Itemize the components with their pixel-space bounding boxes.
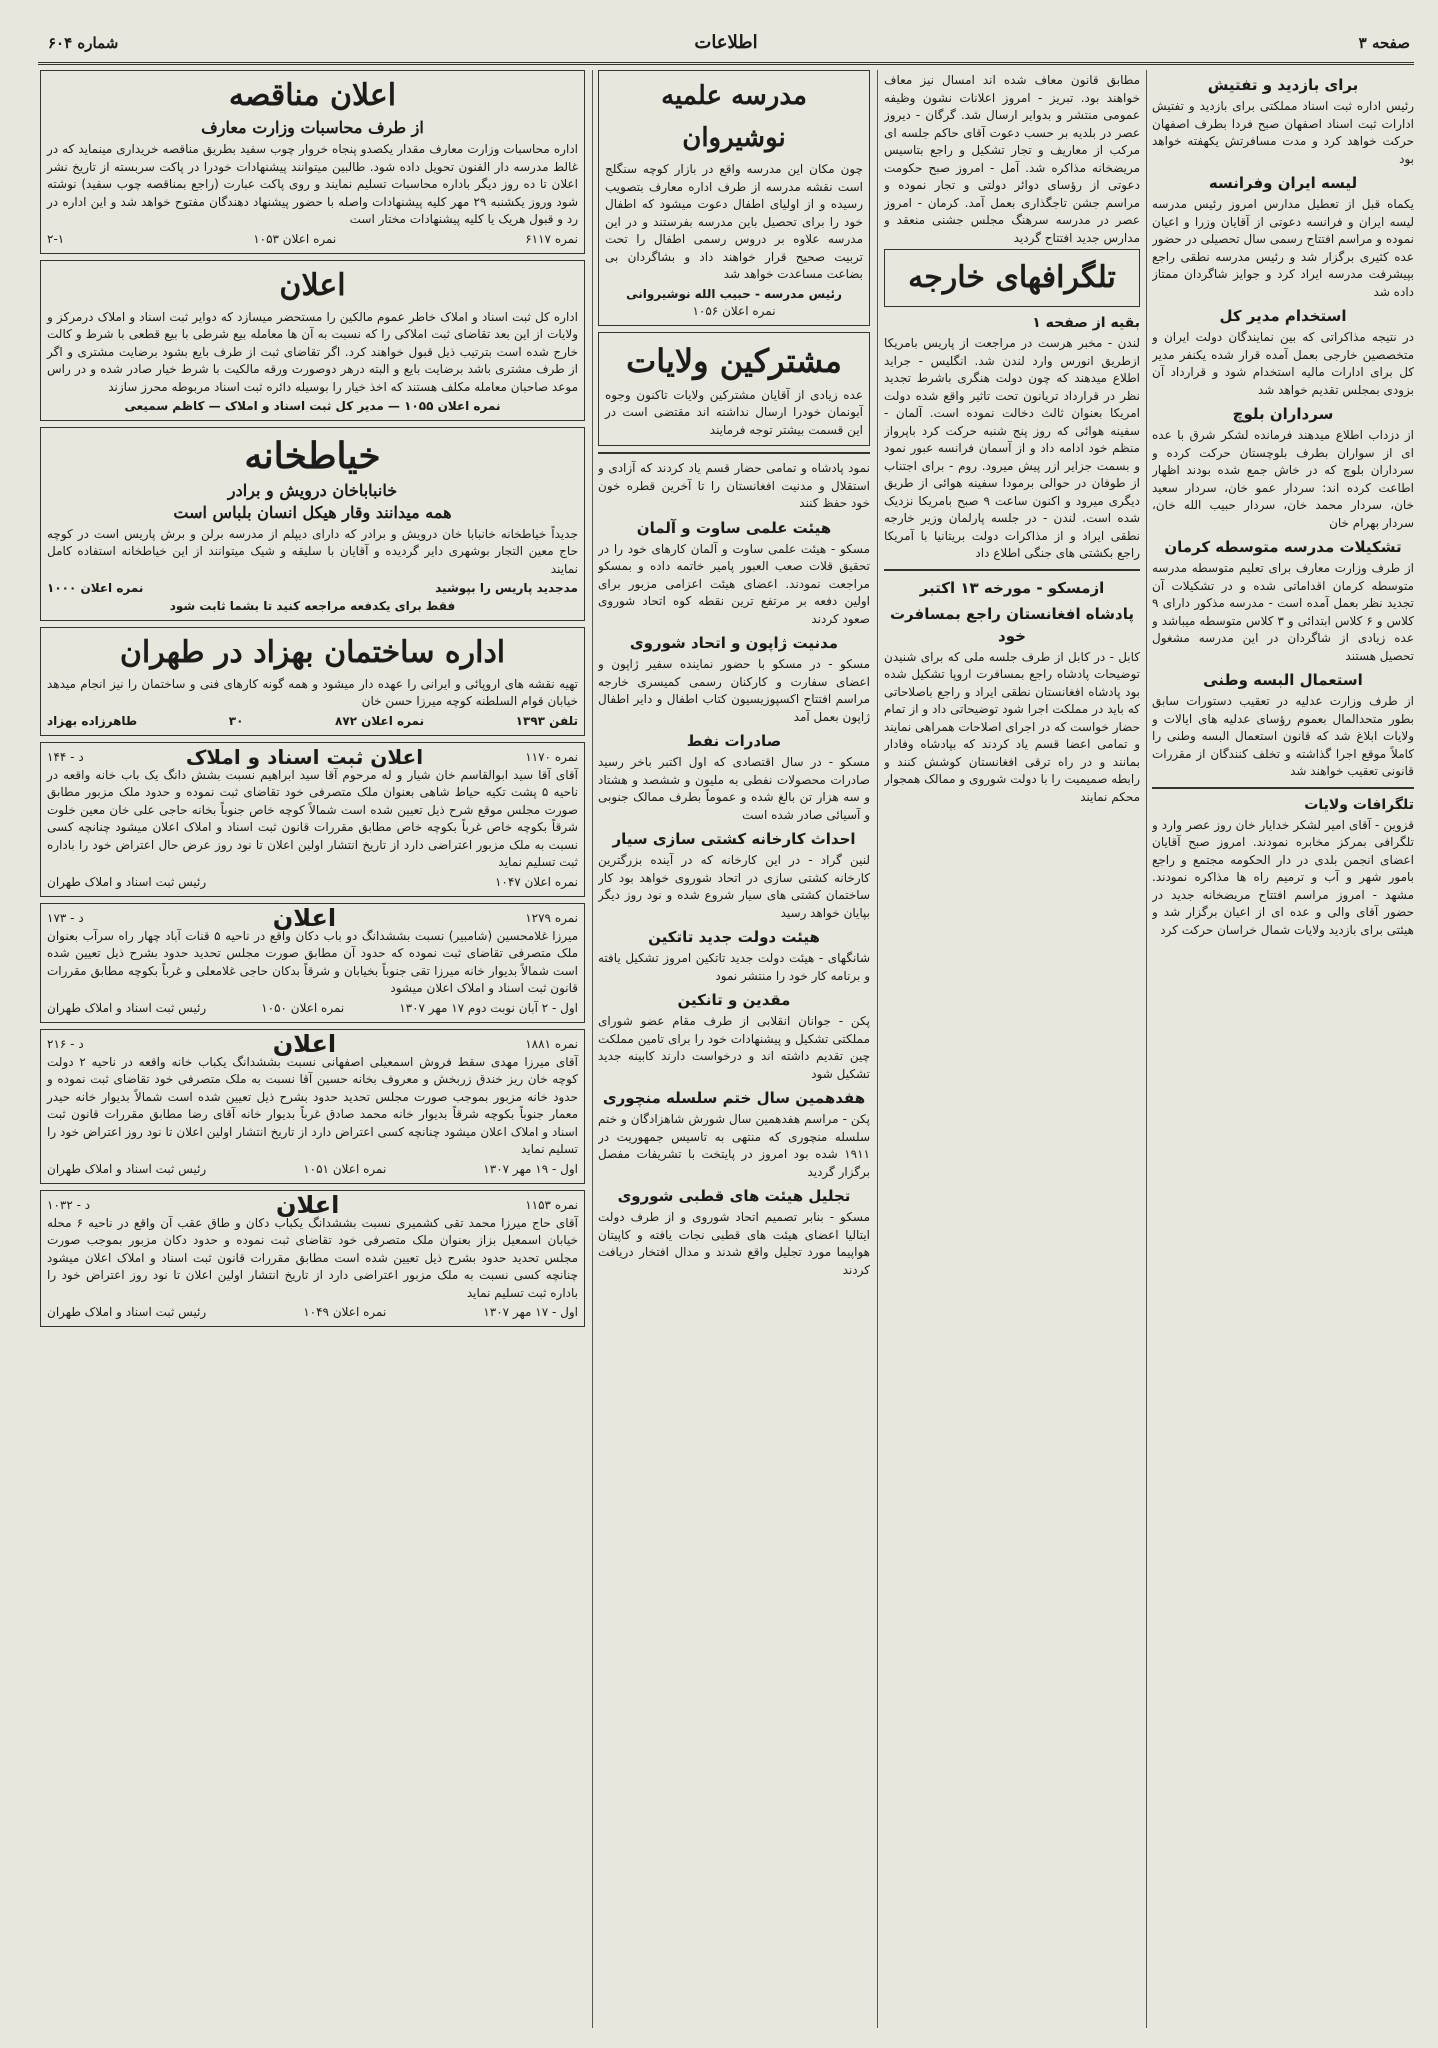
architect-ad (40, 627, 585, 736)
notice3-header (47, 1029, 578, 1058)
news-item (598, 632, 870, 726)
notice3-dates: اول - ۱۹ مهر ۱۳۰۷ (483, 1161, 578, 1176)
page-number: صفحه ۳ (1358, 34, 1410, 52)
notice3-body: آقای میرزا مهدی سقط فروش اسمعیلی اصفهانی نسبت بششدانگ یکباب خانه واقعه در ناحیه ۲ دولت کوچه خان ریز خندق زربخش و معروف بخانه حسین آقا نسبت به ملک متصرفی خود تقاضای ثبت نموده و حدود خانه مزبور بموجب صورت مجلس تحدید حدود بشرح ذیل تعیین شده است شمالاً بدیوار خانه حیدر معمار جنوباً بکوچه شرقاً بدیوار خانه محمد صادق غرباً بدیوار خانه آقای رضا مطابق مقررات قانون ثبت اسناد و املاک اعلان میشود چنانچه کسی اعتراض دارد از تاریخ انتشار اولین اعلان تا نود روز اعتراض خود را تسلیم نماید (47, 1054, 578, 1156)
divider (884, 569, 1140, 571)
notice2-ref: د - ۱۷۳ (47, 910, 84, 925)
notice4-body: آقای حاج میرزا محمد تقی کشمیری نسبت بششدانگ یکباب دکان و طاق عقب آن واقع در ناحیه ۶ محله خیابان اسمعیل بزاز بعنوان ملک متصرفی خود تقاضای ثبت نموده و حدود دکان مزبور بموجب صورت مجلس تحدید حدود بشرح ذیل تعیین شده است مطابق مقررات قانون ثبت اسناد و املاک اعلان میشود چنانچه کسی نسبت به ملک مزبور اعتراضی دارد از تاریخ انتشار اولین اعلان تا نود روز اعتراض خود را باداره ثبت تسلیم نماید (47, 1215, 578, 1300)
tender-body: اداره محاسبات وزارت معارف مقدار یکصدو پنجاه خروار چوب سفید بطریق مناقصه خریداری مینماید که در غالط مدرسه دار الفنون تحویل داده شود. طالبین میتوانند پیشنهادات خودرا در پاکت سربسته از تاریخ نشر اعلان تا ده روز دیگر باداره محاسبات تسلیم نمایند و روی پاکت عبارت (راجع بمناقصه چوب سفید) نوشته شود وروز یکشنبه ۲۹ مهر کلیه پیشنهادات واصله با حضور پیشنهاد دهندگان مفتوح خواهد شد و این اداره در رد و قبول هریک یا کلیه پیشنهادات مختار است (47, 142, 578, 226)
notice3-number: نمره ۱۸۸۱ (525, 1036, 578, 1051)
registry-footer (47, 874, 578, 890)
architect-count: ۳۰ (228, 713, 244, 728)
afghan-body: کابل - در کابل از طرف جلسه ملی که برای شنیدن توضیحات پادشاه راجع بمسافرت اروپا تشکیل شده بود پادشاه افغانستان نطقی ایراد و راجع باصلاحاتی که باید در مملکت اجرا شود توضیحاتی داد و از تمام حضار خواست که در اجرای اصلاحات همراهی نمایند و تمامی اعضا قسم یاد کردند که بپادشاه وفادار بمانند و در راه ترقی افغانستان کوشش کنند و رابطه صمیمیت را با دولت شوروی و ممالک همجوار محکم نمایند (884, 649, 1140, 804)
news-heading: استعمال البسه وطنی (1203, 671, 1363, 689)
afghan-title: ازمسکو - مورخه ۱۳ اکتبر (919, 578, 1105, 597)
subscribers-body: عده زیادی از آقایان مشترکین ولایات تاکنون وجوه آبونمان خودرا ارسال نداشته اند مقتضی است در این قسمت بیشتر توجه فرمایند (605, 387, 863, 437)
notice2-header (47, 903, 578, 932)
column-rule (877, 70, 878, 2028)
tailor-tagline: همه میدانند وقار هیکل انسان بلباس است (173, 502, 452, 522)
tender-notice (40, 70, 585, 254)
news-heading: هفدهمین سال ختم سلسله منچوری (602, 1089, 866, 1107)
architect-body: تهیه نقشه های اروپائی و ایرانی را عهده دار میشود و همه گونه کارهای فنی و ساختمان را نیز انجام میدهد خیابان قوام السلطنه کوچه میرزا حسن خان (47, 676, 578, 708)
tailor-body: جدیداً خیاطخانه خانبابا خان درویش و برادر که دارای دیپلم از مدرسه برلن و برش پاریس است در کوچه حاج معین التجار بوشهری دایر گردیده و آقایان با سلیقه و شیک میتوانند از این خیاطخانه استفاده کامل نمایند (47, 526, 578, 576)
news-body: پکن - مراسم هفدهمین سال شورش شاهزادگان و ختم سلسله منچوری که منتهی به تاسیس جمهوریت در ۱۹۱۱ شده بود امروز در پایتخت با تشریفات مفصل برگزار گردید (598, 1112, 870, 1179)
registry-notice-3 (40, 1029, 585, 1184)
news-item (598, 1087, 870, 1181)
notice3-authority: رئیس ثبت اسناد و املاک طهران (47, 1161, 207, 1176)
masthead (38, 28, 1414, 65)
notice4-authority: رئیس ثبت اسناد و املاک طهران (47, 1305, 207, 1319)
notice4-title: اعلان (276, 1190, 340, 1219)
architect-footer (47, 713, 578, 729)
registry-notice (40, 742, 585, 897)
news-body: مسکو - در مسکو با حضور نماینده سفیر ژاپون و اعضای سفارت و کارکنان رسمی کمیسری خارجه مراسم افتتاح اکسپوزیسیون کتاب اطفال و دایر اطفال ژاپون بعمل آمد (598, 657, 870, 724)
notice-footer: نمره اعلان ۱۰۵۵ — مدیر کل ثبت اسناد و املاک — کاظم سمیعی (124, 399, 501, 413)
news-heading: صادرات نفط (686, 732, 782, 750)
notice2-notice-number: نمره اعلان ۱۰۵۰ (261, 1000, 345, 1015)
news-item (598, 989, 870, 1083)
news-heading: احداث کارخانه کشتی سازی سیار (612, 830, 856, 848)
news-heading: هیئت علمی ساوت و آلمان (636, 518, 832, 537)
news-item (1152, 536, 1414, 665)
school-body: چون مکان این مدرسه واقع در بازار کوچه سنگلج است نقشه مدرسه از طرف اداره معارف بتصویب رسیده و از اولیای اطفال دعوت میشود که اطفال خود را برای تحصیل باین مدرسه بفرستند و در این مدرسه علاوه بر دروس رسمی اطفال را تحت تربیت صحیح قرار خواهند داد و بشاگردان بی بضاعت مساعدت خواهد شد (605, 162, 863, 281)
news-body: در نتیجه مذاکراتی که بین نمایندگان دولت ایران و متخصصین خارجی بعمل آمده قرار شده یکنفر مدیر کل برای ادارات مالیه استخدام شود و قرارداد آن بزودی بمجلس تقدیم خواهد شد (1152, 330, 1414, 397)
news-body: رئیس اداره ثبت اسناد مملکتی برای بازدید و تفتیش ادارات ثبت اسناد اصفهان صبح فردا بطرف اصفهان حرکت خواهد کرد و مدت مسافرتش یکهفته خواهد بود (1152, 99, 1414, 166)
registry-ref: د - ۱۴۴ (47, 749, 84, 764)
news-body: مسکو - هیئت علمی ساوت و آلمان کارهای خود را در تحقیق قلات صعب العبور پامیر خاتمه داده و بمسکو مراجعت نمودند. اعضای هیئت اعزامی مزبور برای اولین دفعه بر مرتفع ترین نقطه کوه اتحاد شوروی صعود کردند (598, 541, 870, 626)
news-item (598, 926, 870, 985)
registry-title: اعلان ثبت اسناد و املاک (185, 744, 424, 769)
divider (598, 452, 870, 454)
tender-subtitle: از طرف محاسبات وزارت معارف (201, 118, 424, 137)
news-heading: تلگرافات ولایات (1304, 796, 1414, 813)
news-heading: مقدین و تانکین (677, 991, 791, 1009)
notice3-title: اعلان (272, 1029, 337, 1058)
news-body: از طرف وزارت عدلیه در تعقیب دستورات سابق بطور متحدالمال بعموم رؤسای عدلیه های ایالات و ولایات ابلاغ شد که قانون استعمال البسه وطنی را کاملاً موقع اجرا گذاشته و تخلف کنندگان از مقررات قانونی تعقیب خواهند شد (1152, 694, 1414, 778)
tailor-ad (40, 427, 585, 621)
column-rule (592, 70, 593, 2028)
news-body: از دزداب اطلاع میدهند فرمانده لشکر شرق با عده ای از سواران بطرف بلوچستان حرکت کرده و سرداران بلوچ که در خاش جمع شده بودند اظهار اطاعت کرده اند: سردار عمو خان، سردار سعید خان، سردار محمد خان، سردار حبیب الله خان، سردار بهرام خان (1152, 428, 1414, 530)
notice4-dates: اول - ۱۷ مهر ۱۳۰۷ (483, 1305, 578, 1319)
tailor-title: خیاطخانه (244, 434, 381, 477)
news-heading: تجلیل هیئت های قطبی شوروی (617, 1187, 851, 1205)
notice2-authority: رئیس ثبت اسناد و املاک طهران (47, 1000, 207, 1015)
news-column-3 (884, 70, 1140, 2030)
news-item (1152, 669, 1414, 781)
notice4-footer (47, 1304, 578, 1320)
foreign-body: لندن - مخبر هرست در مراجعت از پاریس بامریکا ازطریق انورس وارد لندن شد. انگلیس - جراید اطلاع میدهند که چون دولت هنگری باشرط تجدید نظر در قرارداد تریانون تحت تاثیر واقع شده دولت امریکا بعنوان ثالث دخالت نموده است. آلمان - سفینه هوائی که روز پنج شنبه حرکت کرد باپرواز منظم خود ادامه داد و از آسمان فرانسه عبور نمود و بسمت جزایر ازر پیش میرود. روم - برای اجتناب از طوفان در حوالی برمودا سفینه هوائی از طریق دیگری میرود و اکنون ساعت ۹ صبح بامریکا نزدیک شده است. لندن - در جلسه پارلمان وزیر خارجه نطقی ایراد و از مذاکرات دولت بریتانیا با آمریکا راجع بکشتی های جنگی اطلاع داد (884, 336, 1140, 560)
news-heading: مدنیت ژاپون و اتحاد شوروی (629, 634, 839, 652)
registry-body: آقای آقا سید ابوالقاسم خان شیار و له مرحوم آقا سید ابراهیم نسبت بشش دانگ یک باب خانه واقعه در ناحیه ۵ پشت تکیه حیاط شاهی بعنوان ملک متصرفی خود تقاضای ثبت نموده و حدود ملک مزبور مطابق صورت مجلس موقع شرح ذیل تعیین شده است شمالاً کوچه خاص جنوباً بخانه حاجی علی خان معین خلوت شرقاً بکوچه خاص غرباً بکوچه خاص مطابق مقررات قانون ثبت اسناد و املاک اعلان میشود چنانچه کسی نسبت به ملک مزبور اعتراضی دارد از تاریخ انتشار اولین اعلان تا نود روز عرض حال اعتراض خود را باداره ثبت تسلیم نماید (47, 767, 578, 869)
news-body: پکن - جوانان انقلابی از طرف مقام عضو شورای مملکتی تشکیل و پیشنهادات خود را برای تامین مملکت چین تقدیم داشته اند و درخواست دارند کابینه جدید تشکیل شود (598, 1014, 870, 1081)
news-body: مسکو - در سال اقتصادی که اول اکتبر باخر رسید صادرات محصولات نفطی به ملیون و ششصد و هشتاد و سه هزار تن بالغ شده و عموماً بطرف ممالک جنوبی و آسیائی صادر شده است (598, 755, 870, 822)
issue-number: شماره ۶۰۴ (48, 34, 119, 52)
tailor-slogan: مدجدید پاریس را بپوشید (435, 581, 578, 595)
news-body: لنین گراد - در این کارخانه که در آینده بزرگترین کارخانه کشتی سازی در اتحاد شوروی خواهد بود کار ساختمان کشتی های سیار شروع شده و نود روز دیگر بپایان خواهد رسید (598, 853, 870, 920)
news-item (598, 730, 870, 824)
news-intro: نمود پادشاه و تمامی حضار قسم یاد کردند که آزادی و استقلال و مدنیت افغانستان را تا آخرین قطره خون خود حفظ کنند (598, 461, 870, 510)
afghan-subtitle: پادشاه افغانستان راجع بمسافرت خود (889, 604, 1135, 645)
tender-title: اعلان مناقصه (228, 78, 397, 113)
news-heading: لیسه ایران وفرانسه (1208, 174, 1358, 192)
notice2-dates: اول - ۲ آبان نوبت دوم ۱۷ مهر ۱۳۰۷ (399, 1000, 578, 1015)
news-heading: استخدام مدیر کل (1219, 307, 1347, 325)
school-ad (598, 70, 870, 326)
notice-title: اعلان (279, 267, 346, 303)
notice4-number: نمره ۱۱۵۳ (525, 1197, 578, 1212)
notice2-body: میرزا غلامحسین (شامبیر) نسبت بششدانگ دو باب دکان واقع در ناحیه ۵ قنات آباد چهار راه سرآب بعنوان ملک متصرفی تقاضای ثبت نموده که حدود آن مطابق صورت مجلس تحدید حدود بشرح ذیل تعیین شده است شمالاً بدیوار خانه میرزا تقی جنوباً بخیابان و شرقاً بدکان حاجی غلامعلی و غرباً بکوچه مطابق مقررات قانون ثبت اسناد و املاک اعلان میشود (47, 928, 579, 995)
notice4-header (47, 1190, 578, 1219)
news-item (1152, 795, 1414, 940)
tender-number: نمره ۶۱۱۷ (525, 231, 578, 246)
news-column-2 (598, 70, 870, 2030)
notice3-notice-number: نمره اعلان ۱۰۵۱ (303, 1161, 387, 1176)
news-item (598, 517, 870, 629)
registry-notice-number: نمره اعلان ۱۰۴۷ (494, 874, 578, 889)
notice2-number: نمره ۱۲۷۹ (525, 910, 578, 925)
news-item (1152, 172, 1414, 301)
news-body: قزوین - آقای امیر لشکر خدایار خان روز عصر وارد و تلگرافی بمرکز مخابره نمودند. امروز صبح آقایان اعضای انجمن بلدی در دار الحکومه مجتمع و راجع بامور شهر و آب و ترمیم راه ها مذاکره نمودند. مشهد - امروز مراسم افتتاح مریضخانه جدید در حضور آقای والی و عده ای از اعیان برگزار شد و هیئتی برای بازدید ولایات شمال خراسان حرکت کرد (1152, 817, 1414, 937)
domestic-news: مطابق قانون معاف شده اند امسال نیز معاف خواهند بود. تبریز - امروز اعلانات نشون وظیفه عمومی منتشر و بدوایر ارسال شد. گرگان - دیروز عصر در بلدیه بر حسب دعوت آقای حاکم جلسه ای مرکب از معاریف و تجار تشکیل و راجع بتاسیس مریضخانه مذاکره شد. آمل - امروز صبح حکومت دعوتی از رؤسای دوائر دولتی و تجار نموده و مراسم جشن تاجگذاری بعمل آمد. کرمان - امروز عصر در مدرسه سرهنگ مجلس جشنی منعقد و مدارس جدید افتتاح گردید (884, 73, 1140, 245)
architect-title: اداره ساختمان بهزاد در طهران (119, 634, 506, 670)
subscribers-title: مشترکین ولایات (626, 341, 842, 380)
tailor-subtitle: خانباباخان درویش و برادر (227, 480, 398, 500)
column-rule (1146, 70, 1147, 2028)
news-heading: تشکیلات مدرسه متوسطه کرمان (1164, 538, 1402, 556)
school-title: مدرسه علمیه نوشیروان (661, 81, 807, 153)
ads-column (40, 70, 585, 2030)
registry-number: نمره ۱۱۷۰ (525, 749, 578, 764)
news-heading: هیئت دولت جدید تاتکین (648, 928, 820, 946)
registry-notice-general (40, 260, 585, 421)
registry-notice-4 (40, 1190, 585, 1328)
foreign-title: تلگرافهای خارجه (908, 260, 1116, 295)
news-body: یکماه قبل از تعطیل مدارس امروز رئیس مدرسه لیسه ایران و فرانسه دعوتی از آقایان وزرا و اعیان نموده و مراسم افتتاح رسمی سال تحصیلی در حضور عده کثیری برگزار شد و رئیس مدرسه نطقی راجع بپیشرفت مدرسه ایراد کرد و جوایز شاگردان ممتاز داده شد (1152, 197, 1414, 299)
news-column-4 (1152, 70, 1414, 2030)
paper-name: اطلاعات (694, 32, 758, 53)
tailor-closing: فقط برای یکدفعه مراجعه کنید تا بشما ثابت شود (169, 599, 456, 613)
news-item (1152, 74, 1414, 168)
architect-owner: طاهرزاده بهزاد (47, 713, 138, 728)
notice-body: اداره کل ثبت اسناد و املاک خاطر عموم مالکین را مستحضر میسازد که دوایر ثبت اسناد و املاک درمرکز و ولایات از این بعد تقاضای ثبت املاکی را که نسبت به آن ها معامله بیع شرطی با بیع قطعی با شرط و کالت خارج شده است بترتیب ذیل قبول خواهند کرد. اگر تقاضای ثبت از طرف بایع بشود برضایت مشتری و اگر از طرف مشتری باشد برضایت بایع و البته درهر دوصورت ورقه مالکیت با شرط خیار صادر شده و در راس موعد صاحبان معامله مکلف هستند که اخذ خیار را بوسیله دائره ثبت اسناد مربوطه محرز سازند (47, 309, 578, 394)
news-item (598, 828, 870, 922)
tender-notice-number: نمره اعلان ۱۰۵۳ (253, 231, 337, 246)
notice4-notice-number: نمره اعلان ۱۰۴۹ (303, 1305, 387, 1319)
architect-phone: تلفن ۱۳۹۳ (515, 713, 578, 728)
divider (1152, 787, 1414, 789)
registry-notice-2 (40, 903, 585, 1023)
notice2-title: اعلان (272, 903, 337, 932)
news-item (1152, 403, 1414, 532)
subscribers-notice (598, 332, 870, 447)
news-heading: سرداران بلوچ (1232, 405, 1334, 423)
notice4-ref: د - ۱۰۳۲ (47, 1197, 91, 1212)
news-item (1152, 305, 1414, 399)
foreign-telegrams (884, 249, 1140, 307)
news-heading: برای بازدید و تفتیش (1207, 76, 1359, 94)
notice3-footer (47, 1161, 578, 1177)
tender-ref: ۲-۱ (47, 231, 65, 246)
notice2-footer (47, 1000, 578, 1016)
foreign-subhead: بقیه از صفحه ۱ (1032, 315, 1140, 331)
notice3-ref: د - ۲۱۶ (47, 1036, 84, 1051)
registry-header (47, 744, 578, 769)
school-notice-number: نمره اعلان ۱۰۵۶ (692, 304, 776, 318)
school-signature: رئیس مدرسه - حبیب الله نوشیروانی (626, 286, 842, 301)
news-body: از طرف وزارت معارف برای تعلیم متوسطه مدرسه متوسطه کرمان اقداماتی شده و در تشکیلات آن تجدید نظر بعمل آمده است - مدرسه مذکور دارای ۹ کلاس و ۶ کلاس ابتدائی و ۳ کلاس متوسطه میباشد و عده زیادی از شاگردان در این مدرسه مشغول تحصیل هستند (1152, 561, 1414, 663)
news-body: مسکو - بنابر تصمیم اتحاد شوروی و از طرف دولت ایتالیا اعضای هیئت های قطبی نجات یافته و کاپیتان هواپیما مورد تجلیل واقع شدند و مدال افتخار دریافت کردند (598, 1210, 870, 1277)
news-item (598, 1185, 870, 1279)
architect-notice-number: نمره اعلان ۸۷۲ (335, 713, 425, 728)
tailor-notice-number: نمره اعلان ۱۰۰۰ (47, 581, 144, 595)
tender-footer (47, 231, 578, 247)
tailor-footer (47, 580, 578, 596)
news-body: شانگهای - هیئت دولت جدید تاتکین امروز تشکیل یافته و برنامه کار خود را منتشر نمود (598, 951, 870, 983)
registry-authority: رئیس ثبت اسناد و املاک طهران (47, 874, 207, 889)
